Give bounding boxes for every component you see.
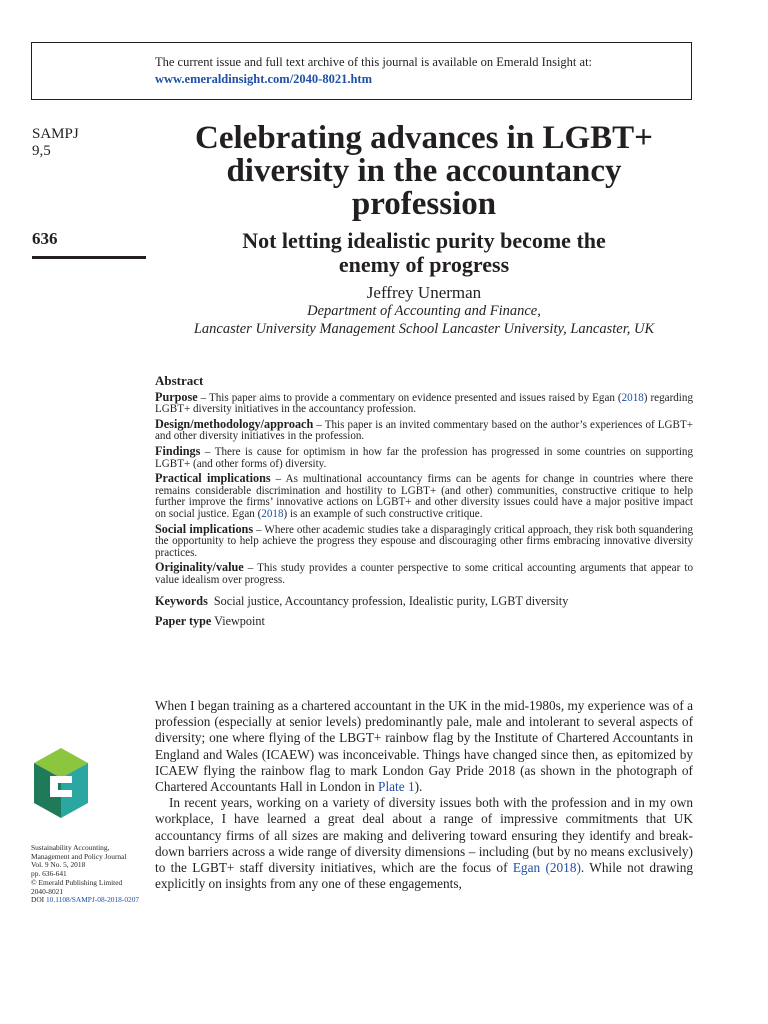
keywords-text: Social justice, Accountancy profession, Idealistic purity, LGBT diversity [213, 593, 569, 608]
citation-volume: Vol. 9 No. 5, 2018 [31, 860, 86, 870]
abstract-findings [155, 443, 693, 470]
paragraph-text-end: . While not drawing explicitly on insights from any one of these engagements, [155, 860, 693, 892]
paper-type-text: Viewpoint [214, 613, 265, 628]
abstract-heading: Abstract [155, 373, 204, 388]
abstract-purpose [155, 389, 693, 416]
practical-label: Practical implications [155, 471, 271, 486]
reference-link[interactable]: Egan (2018) [512, 860, 581, 876]
purpose-text: – This paper aims to provide a commentary on evidence presented and issues raised by Egan ( [197, 391, 622, 404]
abstract-practical [155, 473, 693, 520]
keywords-label: Keywords [155, 593, 208, 608]
plate-link[interactable]: Plate 1 [378, 779, 415, 795]
subtitle-line: Not letting idealistic purity become the [242, 228, 606, 253]
affiliation-institution: Lancaster University Management School Lancaster University, Lancaster, UK [193, 321, 655, 337]
journal-abbrev: SAMPJ [32, 126, 79, 142]
practical-text: – As multinational accountancy firms can be agents for change in countries where there remains considerable discrimination and hostility to LGBT+ (and other) communities, constructive critique to help further improve the firms’ innovative actions on LGBT+ and other diversity issues could have a major positive impact on social justice. Egan ( [155, 473, 693, 520]
body-paragraph [155, 795, 693, 892]
citation-link[interactable]: 2018 [621, 391, 644, 404]
originality-label: Originality/value [155, 560, 244, 575]
page-number: 636 [32, 229, 58, 248]
citation-doi [31, 896, 151, 905]
social-text: – Where other academic studies take a disparagingly critical approach, they risk both squandering the opportunity to help achieve the progress they espouse and discouraging other firms embracing innovative diversity practices. [155, 523, 693, 559]
article-subtitle [150, 229, 698, 277]
originality-text: – This study provides a counter perspective to some critical accounting arguments that appear to value idealism over progress. [155, 562, 693, 586]
purpose-label: Purpose [155, 389, 198, 404]
social-label: Social implications [155, 521, 254, 536]
journal-citation [31, 844, 151, 905]
abstract-social [155, 521, 693, 560]
journal-volume-issue: 9,5 [32, 143, 51, 159]
design-text: – This paper is an invited commentary based on the author’s experiences of LGBT+ and other diversity initiatives in the profession. [155, 418, 693, 443]
archive-notice-text: The current issue and full text archive of this journal is available on Emerald Insight at: [155, 55, 593, 69]
design-label: Design/methodology/approach [155, 416, 314, 431]
citation-issn: 2040-8021 [31, 886, 64, 896]
page-number-rule [32, 256, 146, 259]
citation-copyright: © Emerald Publishing Limited [31, 877, 123, 887]
title-line: Celebrating advances in LGBT+ [195, 120, 653, 156]
paragraph-text: In recent years, working on a variety of diversity issues both with the profession and in my own workplace, I have learned a great deal about a range of impressive commitments that UK accountancy firms of all sizes are making and delivering toward ensuring they identify and break-down barriers across a wide range of diversity dimensions – including (but by no means exclusively) to the LGBT+ staff diversity initiatives, which are the focus of [155, 795, 693, 876]
article-title [150, 122, 698, 221]
paper-type [155, 613, 693, 628]
title-line: diversity in the accountancy [226, 153, 622, 189]
doi-link[interactable]: 10.1108/SAMPJ-08-2018-0207 [45, 895, 140, 905]
body-paragraph [155, 698, 693, 795]
findings-text: – There is cause for optimism in how far the profession has progressed in some countries on supporting LGBT+ (and other forms of) diversity. [155, 445, 693, 470]
doi-label: DOI [31, 895, 46, 905]
findings-label: Findings [155, 443, 201, 458]
affiliation-department: Department of Accounting and Finance, [307, 303, 541, 319]
abstract-section [155, 375, 693, 627]
citation-link[interactable]: 2018 [261, 507, 284, 520]
paragraph-text-end: ). [414, 779, 423, 795]
citation-journal-line: Sustainability Accounting, [31, 843, 110, 852]
citation-journal-line: Management and Policy Journal [31, 851, 127, 861]
article-body [155, 698, 693, 892]
journal-code [32, 126, 79, 160]
subtitle-line: enemy of progress [338, 252, 510, 277]
journal-url-link[interactable]: www.emeraldinsight.com/2040-8021.htm [155, 72, 372, 86]
practical-text-end: ) is an example of such constructive critique. [283, 507, 483, 520]
title-line: profession [351, 186, 497, 222]
archive-notice-box [31, 42, 692, 100]
abstract-originality [155, 562, 693, 586]
paper-type-label: Paper type [155, 613, 212, 628]
purpose-text-end: ) regarding LGBT+ diversity initiatives in the accountancy profession. [155, 391, 693, 416]
abstract-design [155, 416, 693, 443]
author-name: Jeffrey Unerman [366, 283, 482, 302]
emerald-logo-icon [30, 746, 92, 820]
paragraph-text: When I began training as a chartered accountant in the UK in the mid-1980s, my experience was of a profession (especially at senior levels) predominantly pale, male and intolerant to several aspects of diversity; one where flying of the LBGT+ rainbow flag by the Institute of Chartered Accountants in England and Wales (ICAEW) was inconceivable. Things have changed since then, as epitomized by ICAEW flying the rainbow flag to mark London Gay Pride 2018 (as shown in the photograph of Chartered Accountants Hall in London in [155, 698, 693, 795]
keywords [155, 594, 693, 608]
citation-pages: pp. 636-641 [31, 869, 67, 879]
